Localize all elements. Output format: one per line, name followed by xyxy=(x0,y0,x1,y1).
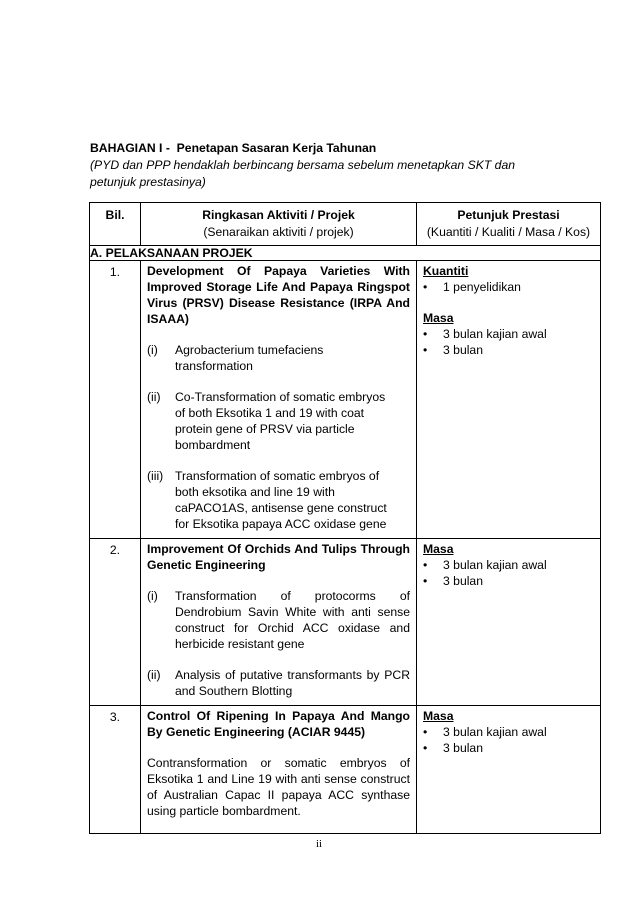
indicator-group xyxy=(423,263,594,295)
project-title: Control Of Ripening In Papaya And Mango By Genetic Engineering (ACIAR 9445) xyxy=(147,709,410,739)
activity-cell xyxy=(141,706,417,834)
bullet-icon: • xyxy=(423,343,428,357)
bullet-icon: • xyxy=(423,327,428,341)
sub-item-text: Analysis of putative transformants by PCR and Southern Blotting xyxy=(175,668,410,698)
list-item xyxy=(423,740,594,756)
sub-item xyxy=(147,389,410,453)
list-item xyxy=(423,557,594,573)
list-item xyxy=(423,573,594,589)
project-title: Improvement Of Orchids And Tulips Through Genetic Engineering xyxy=(147,542,410,572)
sub-item-number: (ii) xyxy=(147,390,161,404)
indicator-value: 3 bulan kajian awal xyxy=(443,327,547,341)
indicator-label: Masa xyxy=(423,542,454,556)
indicator-value: 1 penyelidikan xyxy=(443,280,521,294)
indicator-group xyxy=(423,708,594,756)
indicator-label: Masa xyxy=(423,311,454,325)
header-activity-title: Ringkasan Aktiviti / Projek xyxy=(202,208,355,222)
header-indicator xyxy=(417,203,601,246)
page-title: BAHAGIAN I - Penetapan Sasaran Kerja Tahunan xyxy=(90,141,377,155)
bullet-icon: • xyxy=(423,574,428,588)
bullet-icon: • xyxy=(423,725,428,739)
row-number: 2. xyxy=(90,539,141,706)
indicator-group xyxy=(423,541,594,589)
list-item xyxy=(423,724,594,740)
sub-item xyxy=(147,468,410,532)
header-bil xyxy=(90,203,141,246)
section-heading xyxy=(90,140,560,191)
header-activity xyxy=(141,203,417,246)
section-label: A. PELAKSANAAN PROJEK xyxy=(90,246,601,261)
page-number: ii xyxy=(315,838,323,850)
activity-cell xyxy=(141,539,417,706)
list-item xyxy=(423,279,594,295)
list-item xyxy=(423,326,594,342)
activity-cell xyxy=(141,261,417,539)
list-item xyxy=(423,342,594,358)
indicator-label: Masa xyxy=(423,709,454,723)
row-number: 3. xyxy=(90,706,141,834)
instruction-note: (PYD dan PPP hendaklah berbincang bersama sebelum menetapkan SKT dan petunjuk prestasinya) xyxy=(90,158,516,189)
table-row xyxy=(90,706,601,834)
sub-item-text: Co-Transformation of somatic embryos of both Eksotika 1 and 19 with coat protein gene of PRSV via particle bombardment xyxy=(175,390,386,452)
sub-item-number: (i) xyxy=(147,343,158,357)
section-row xyxy=(90,246,601,261)
indicator-value: 3 bulan xyxy=(443,343,483,357)
sub-item-text: Transformation of protocorms of Dendrobium Savin White with anti sense construct for Orchid ACC oxidase and herbicide resistant gene xyxy=(175,589,410,651)
indicator-value: 3 bulan kajian awal xyxy=(443,558,547,572)
sub-item-number: (ii) xyxy=(147,668,161,682)
sub-item-number: (iii) xyxy=(147,469,164,483)
sub-item xyxy=(147,588,410,652)
bullet-icon: • xyxy=(423,280,428,294)
header-bil-label: Bil. xyxy=(105,208,125,222)
table-row xyxy=(90,261,601,539)
indicator-cell xyxy=(417,706,601,834)
indicator-value: 3 bulan kajian awal xyxy=(443,725,547,739)
header-indicator-sub: (Kuantiti / Kualiti / Masa / Kos) xyxy=(426,225,591,239)
project-description: Contransformation or somatic embryos of Eksotika 1 and Line 19 with anti sense construct of Australian Capac II papaya ACC synthase using particle bombardment. xyxy=(147,756,410,818)
project-title: Development Of Papaya Varieties With Improved Storage Life And Papaya Ringspot Virus (PRSV) Disease Resistance (IRPA And ISAAA) xyxy=(147,264,410,326)
skt-table xyxy=(89,202,601,834)
sub-item xyxy=(147,342,410,374)
table-header-row xyxy=(90,203,601,246)
header-indicator-title: Petunjuk Prestasi xyxy=(457,208,560,222)
indicator-group xyxy=(423,310,594,358)
indicator-value: 3 bulan xyxy=(443,741,483,755)
bullet-icon: • xyxy=(423,741,428,755)
sub-item-number: (i) xyxy=(147,589,158,603)
header-activity-sub: (Senaraikan aktiviti / projek) xyxy=(203,225,354,239)
sub-item-text: Agrobacterium tumefaciens transformation xyxy=(175,343,324,373)
sub-item-text: Transformation of somatic embryos of both eksotika and line 19 with caPACO1AS, antisense gene construct for Eksotika papaya ACC oxidase gene xyxy=(175,469,387,531)
indicator-cell xyxy=(417,539,601,706)
indicator-label: Kuantiti xyxy=(423,264,469,278)
indicator-cell xyxy=(417,261,601,539)
table-row xyxy=(90,539,601,706)
indicator-value: 3 bulan xyxy=(443,574,483,588)
sub-item xyxy=(147,667,410,699)
bullet-icon: • xyxy=(423,558,428,572)
row-number: 1. xyxy=(90,261,141,539)
